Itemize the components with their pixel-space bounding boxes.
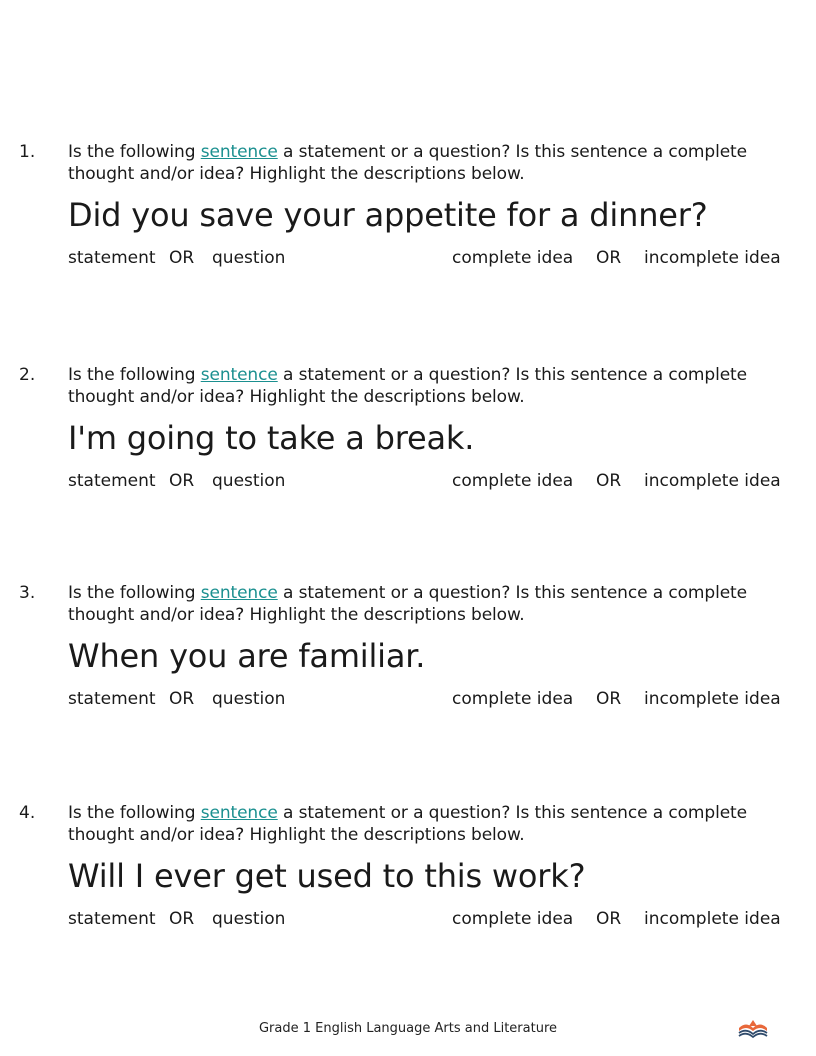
question-3: [0, 582, 816, 762]
choice-or: OR: [596, 689, 622, 709]
choice-statement[interactable]: statement: [68, 909, 156, 929]
choice-statement[interactable]: statement: [68, 471, 156, 491]
question-4: [0, 802, 816, 982]
choice-or: OR: [169, 689, 195, 709]
prompt-text: Is the following: [68, 803, 201, 823]
choice-statement[interactable]: statement: [68, 689, 156, 709]
question-number: 1.: [19, 142, 36, 162]
choice-complete-idea[interactable]: complete idea: [452, 909, 574, 929]
prompt-text: Is the following: [68, 583, 201, 603]
prompt-text: a statement or a question? Is this sentence a complete thought and/or idea? Highlight the descriptions below.: [68, 583, 747, 625]
prompt-text: Is the following: [68, 142, 201, 162]
choice-complete-idea[interactable]: complete idea: [452, 248, 574, 268]
choice-statement[interactable]: statement: [68, 248, 156, 268]
question-prompt: [68, 582, 788, 626]
choice-incomplete-idea[interactable]: incomplete idea: [644, 689, 781, 709]
question-number: 3.: [19, 583, 36, 603]
sentence-link[interactable]: sentence: [200, 803, 278, 823]
choice-or: OR: [596, 471, 622, 491]
choice-or: OR: [169, 909, 195, 929]
sample-sentence: I'm going to take a break.: [68, 419, 475, 457]
question-prompt: [68, 141, 788, 185]
choice-question[interactable]: question: [212, 248, 286, 268]
question-prompt: [68, 364, 788, 408]
prompt-text: Is the following: [68, 365, 201, 385]
choice-or: OR: [596, 909, 622, 929]
sentence-link[interactable]: sentence: [200, 365, 278, 385]
question-number: 4.: [19, 803, 36, 823]
choice-or: OR: [169, 248, 195, 268]
sample-sentence: Did you save your appetite for a dinner?: [68, 196, 708, 234]
sample-sentence: Will I ever get used to this work?: [68, 857, 586, 895]
question-number: 2.: [19, 365, 36, 385]
question-2: [0, 364, 816, 544]
choice-incomplete-idea[interactable]: incomplete idea: [644, 909, 781, 929]
prompt-text: a statement or a question? Is this sentence a complete thought and/or idea? Highlight the descriptions below.: [68, 803, 747, 845]
choice-incomplete-idea[interactable]: incomplete idea: [644, 471, 781, 491]
prompt-text: a statement or a question? Is this sentence a complete thought and/or idea? Highlight the descriptions below.: [68, 142, 747, 184]
sentence-link[interactable]: sentence: [200, 142, 278, 162]
question-1: [0, 141, 816, 321]
sentence-link[interactable]: sentence: [200, 583, 278, 603]
choice-complete-idea[interactable]: complete idea: [452, 471, 574, 491]
choice-or: OR: [169, 471, 195, 491]
question-prompt: [68, 802, 788, 846]
choice-question[interactable]: question: [212, 909, 286, 929]
choice-question[interactable]: question: [212, 471, 286, 491]
choice-or: OR: [596, 248, 622, 268]
footer-course-title: Grade 1 English Language Arts and Literature: [258, 1021, 558, 1036]
book-logo-icon: [736, 1016, 770, 1040]
choice-incomplete-idea[interactable]: incomplete idea: [644, 248, 781, 268]
choice-complete-idea[interactable]: complete idea: [452, 689, 574, 709]
sample-sentence: When you are familiar.: [68, 637, 426, 675]
prompt-text: a statement or a question? Is this sentence a complete thought and/or idea? Highlight the descriptions below.: [68, 365, 747, 407]
choice-question[interactable]: question: [212, 689, 286, 709]
